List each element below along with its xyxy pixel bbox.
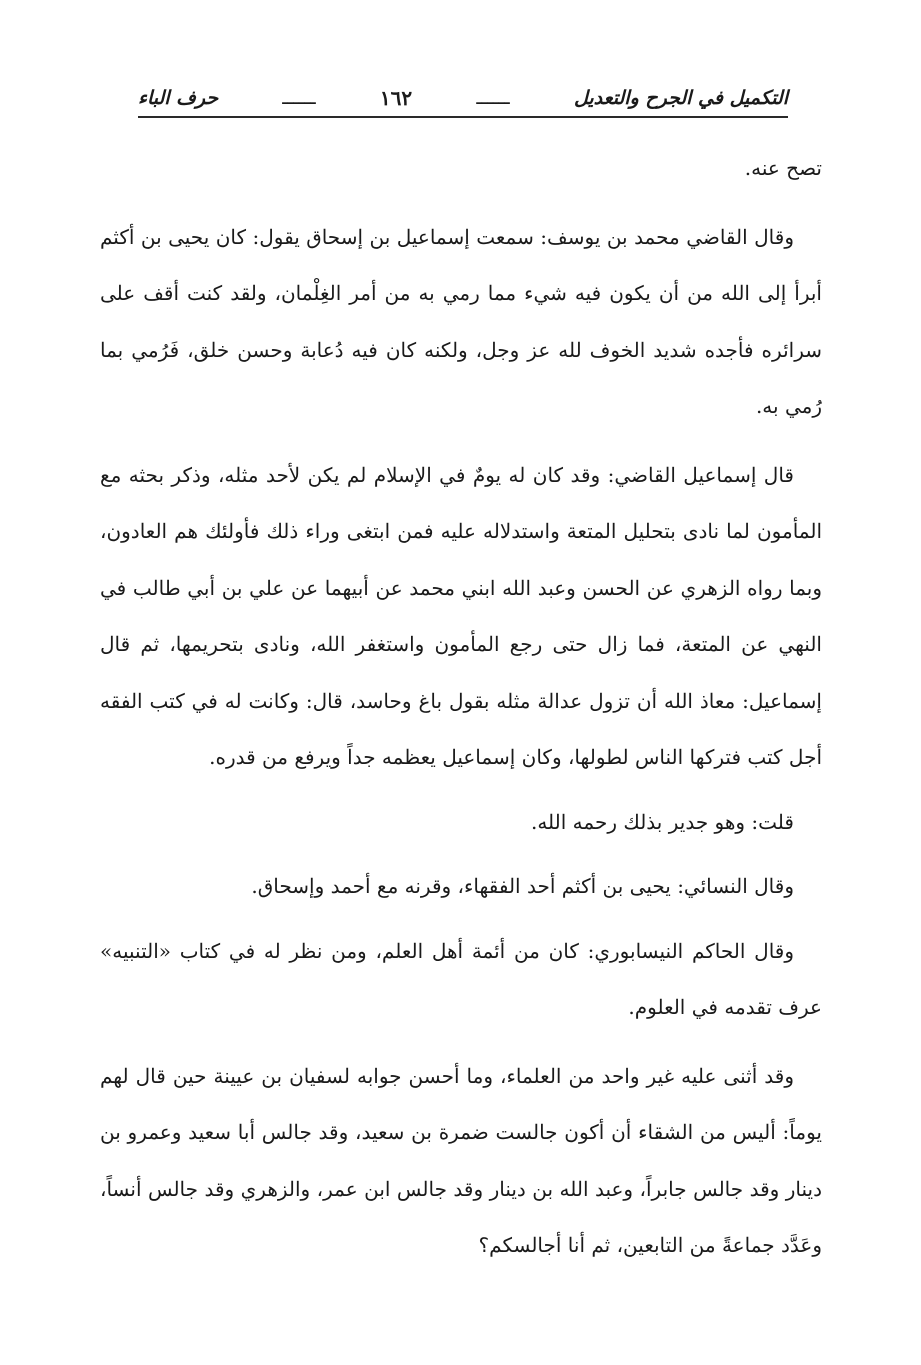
paragraph: قال إسماعيل القاضي: وقد كان له يومٌ في الإسلام لم يكن لأحد مثله، وذكر بحثه مع المأمون لما نادى بتحليل المتعة واستدلاله عليه فمن ابتغى وراء ذلك فأولئك هم العادون، وبما رواه الزهري عن الحسن وعبد الله ابني محمد عن أبيهما عن علي بن أبي طالب في النهي عن المتعة، فما زال حتى رجع المأمون واستغفر الله، ونادى بتحريمها، ثم قال إسماعيل: معاذ الله أن تزول عدالة مثله بقول باغ وحاسد، قال: وكانت له في كتب الفقه أجل كتب فتركها الناس لطولها، وكان إسماعيل يعظمه جداً ويرفع من قدره. [100,462,822,769]
header-rule [138,116,788,118]
paragraph: تصح عنه. [744,156,822,180]
paragraph: قلت: وهو جدير بذلك رحمه الله. [530,809,794,834]
header-dash: ــــــ [282,87,316,109]
section-title: حرف الباء [138,87,219,109]
paragraph: وقد أثنى عليه غير واحد من العلماء، وما أحسن جوابه لسفيان بن عيينة حين قال لهم يوماً: أليس من الشقاء أن أكون جالست ضمرة بن سعيد، وقد جالس أبا سعيد وعمرو بن دينار وقد جالس جابراً، وعبد الله بن دينار وقد جالس ابن عمر، والزهري وقد جالس أنساً، وعَدَّد جماعةً من التابعين، ثم أنا أجالسكم؟ [100,1063,822,1257]
page-number: ١٦٢ [379,86,413,110]
running-header [138,78,788,118]
body-text [100,140,822,1274]
paragraph: وقال القاضي محمد بن يوسف: سمعت إسماعيل بن إسحاق يقول: كان يحيى بن أكثم أبرأ إلى الله من أن يكون فيه شيء مما رمي به من أمر الغِلْمان، ولقد كنت أقف على سرائره فأجده شديد الخوف لله عز وجل، ولكنه كان فيه دُعابة وحسن خلق، فَرُمي بما رُمي به. [100,224,822,418]
header-dash: ــــــ [476,87,510,109]
paragraph: وقال الحاكم النيسابوري: كان من أئمة أهل العلم، ومن نظر له في كتاب «التنبيه» عرف تقدمه في العلوم. [100,938,822,1019]
paragraph: وقال النسائي: يحيى بن أكثم أحد الفقهاء، وقرنه مع أحمد وإسحاق. [251,874,794,898]
book-title: التكميل في الجرح والتعديل [573,87,788,109]
